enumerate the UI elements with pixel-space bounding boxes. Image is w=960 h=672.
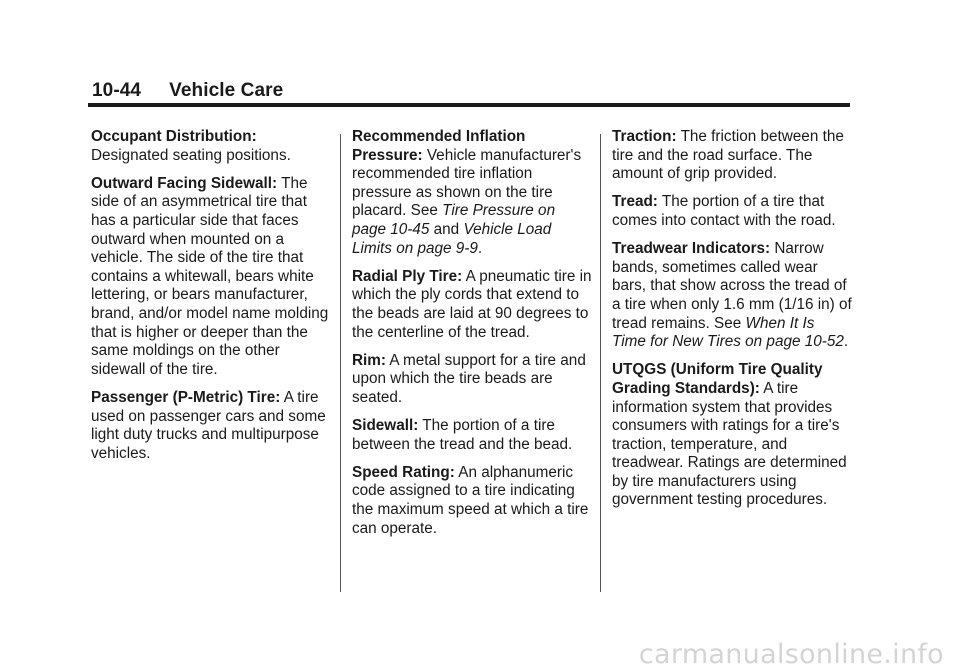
glossary-term: Rim: [352, 351, 386, 369]
glossary-term: Passenger (P-Metric) Tire: [91, 388, 281, 406]
cross-reference-link[interactable]: When It Is Time for New Tires on page 10-52 [612, 314, 844, 351]
glossary-entry [612, 240, 852, 352]
glossary-definition-end: . [843, 333, 849, 351]
glossary-definition: Vehicle manufacturer's recommended tire inflation pressure as shown on the tire placard. See [352, 146, 582, 220]
glossary-definition: A metal support for a tire and upon which the tire beads are seated. [352, 351, 586, 406]
glossary-entry [91, 128, 331, 165]
glossary-term: Outward Facing Sidewall: [91, 174, 278, 192]
glossary-term: Recommended Inflation Pressure: [352, 128, 526, 164]
glossary-term: Occupant Distribution: [91, 128, 257, 145]
glossary-definition-connector: and [433, 220, 460, 238]
glossary-definition: Narrow bands, sometimes called wear bars, that show across the tread of a tire when only 1.6 mm (1/16 in) of tread remains. See [612, 240, 852, 332]
glossary-column-3 [612, 128, 852, 520]
glossary-term: Traction: [612, 128, 677, 145]
glossary-definition-end: . [477, 239, 483, 257]
glossary-entry [612, 361, 852, 510]
glossary-entry [352, 464, 592, 538]
glossary-definition: A tire information system that provides consumers with ratings for a tire's traction, temperature, and treadwear. Ratings are determined by tire manufacturers using government testing procedures. [612, 379, 847, 509]
glossary-entry [352, 128, 592, 258]
glossary-term: Radial Ply Tire: [352, 267, 463, 285]
glossary-definition: A tire used on passenger cars and some light duty trucks and multipurpose vehicles. [91, 388, 326, 462]
glossary-definition: A pneumatic tire in which the ply cords that extend to the beads are laid at 90 degrees to the centerline of the tread. [352, 267, 592, 341]
page-header [92, 80, 283, 102]
glossary-definition: The side of an asymmetrical tire that has a particular side that faces outward when mounted on a vehicle. The side of the tire that contains a whitewall, bears white lettering, or bears manufacturer, brand, and/or model name molding that is higher or deeper than the same moldings on the other sidewall of the tire. [91, 174, 329, 378]
glossary-entry [612, 128, 852, 184]
glossary-column-1 [91, 128, 331, 473]
glossary-term: Sidewall: [352, 417, 419, 435]
glossary-term: UTQGS (Uniform Tire Quality Grading Standards): [612, 361, 823, 397]
glossary-term: Tread: [612, 193, 658, 211]
glossary-definition: An alphanumeric code assigned to a tire indicating the maximum speed at which a tire can operate. [352, 463, 589, 537]
glossary-column-2 [352, 128, 592, 548]
page-number: 10-44 [92, 80, 142, 101]
glossary-entry [612, 193, 852, 230]
glossary-entry [352, 352, 592, 408]
glossary-definition: The friction between the tire and the road surface. The amount of grip provided. [612, 128, 844, 183]
glossary-term: Speed Rating: [352, 463, 455, 481]
glossary-entry [352, 417, 592, 454]
header-rule [88, 103, 850, 107]
section-title: Vehicle Care [169, 80, 284, 101]
cross-reference-link[interactable]: Tire Pressure on page 10-45 [352, 202, 556, 238]
glossary-definition: Designated seating positions. [91, 146, 291, 164]
glossary-entry [91, 389, 331, 463]
glossary-entry [352, 268, 592, 342]
glossary-definition: The portion of a tire that comes into contact with the road. [612, 193, 836, 229]
glossary-definition: The portion of a tire between the tread and the bead. [352, 417, 573, 453]
cross-reference-link[interactable]: Vehicle Load Limits on page 9-9 [352, 220, 552, 257]
glossary-term: Treadwear Indicators: [612, 240, 771, 258]
watermark: carmanualsonline.info [638, 639, 944, 670]
column-divider [600, 134, 601, 592]
column-divider [340, 134, 341, 592]
glossary-entry [91, 175, 331, 380]
